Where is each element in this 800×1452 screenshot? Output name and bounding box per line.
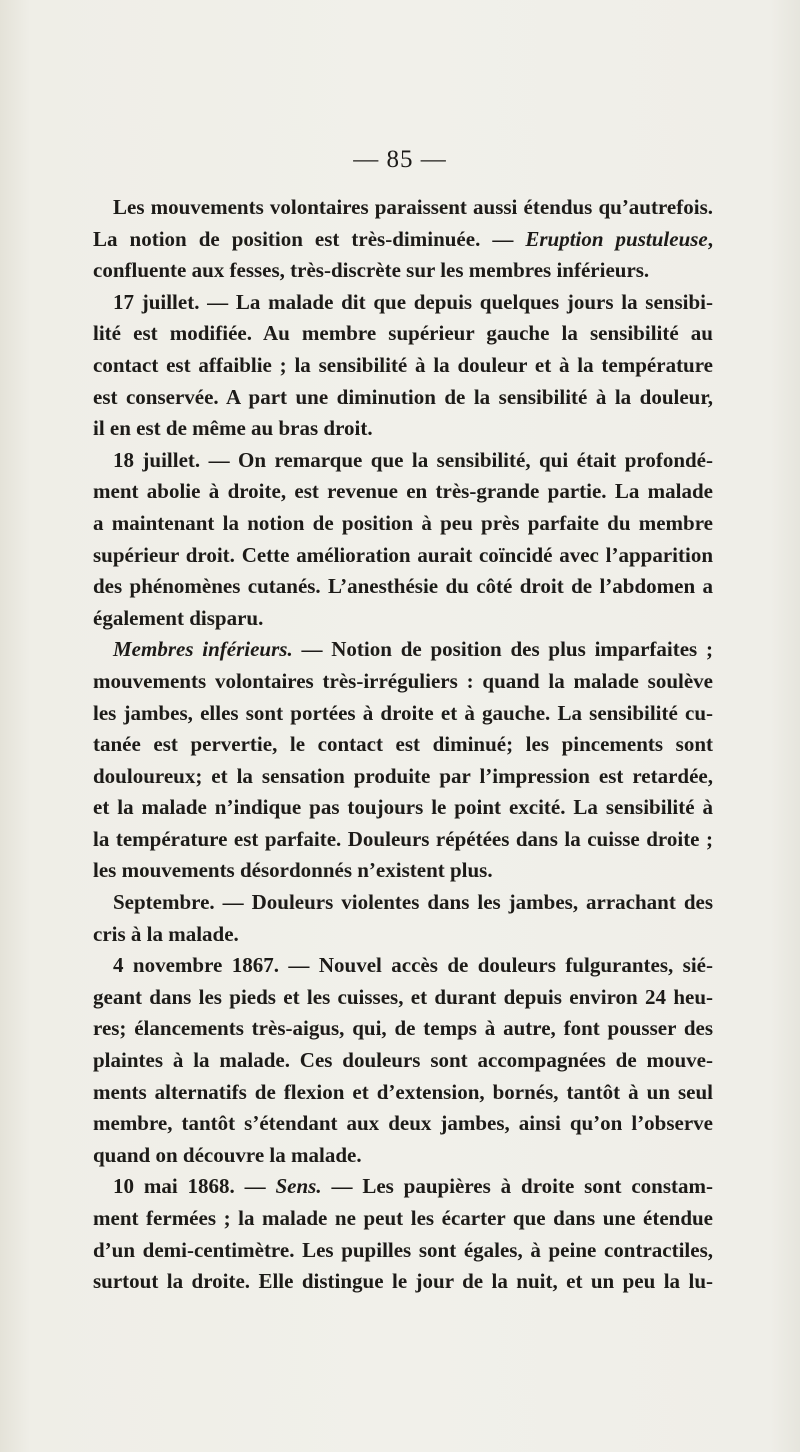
text-line (93, 350, 713, 382)
text-line (93, 919, 713, 951)
text-line (93, 1140, 713, 1172)
text-line (93, 445, 713, 477)
text-line (93, 761, 713, 793)
text-line (93, 698, 713, 730)
text-line (93, 1108, 713, 1140)
italic-term: Sens. (275, 1174, 322, 1199)
text-line (93, 318, 713, 350)
text-line (93, 729, 713, 761)
text-line-content: res; élancements très-aigus, qui, de temps à autre, font pousser des (93, 1016, 713, 1041)
text-line-content: ment fermées ; la malade ne peut les écarter que dans une étendue (93, 1206, 713, 1230)
text-line-content: 17 juillet. — La malade dit que depuis quelques jours la sensibi- (113, 289, 713, 314)
text-line-content: Septembre. — Douleurs violentes dans les jambes, arrachant des (113, 890, 713, 915)
text-line (93, 1045, 713, 1077)
text-line (93, 950, 713, 982)
text-line-content: plaintes à la malade. Ces douleurs sont accompagnées de mouve- (93, 1048, 713, 1073)
text-line (93, 1266, 713, 1298)
text-line (93, 634, 713, 666)
text-line (93, 855, 713, 887)
text-line-continuation: — Les paupières à droite sont constam- (321, 1174, 713, 1199)
text-line (93, 1203, 713, 1235)
text-line (93, 1171, 713, 1203)
text-line (93, 792, 713, 824)
text-line-content: a maintenant la notion de position à peu près parfaite du membre (93, 510, 713, 535)
text-line-content: ments alternatifs de flexion et d’extension, bornés, tantôt à un seul (93, 1079, 713, 1104)
text-line (93, 382, 713, 414)
text-line (93, 603, 713, 635)
text-line-content: 18 juillet. — On remarque que la sensibilité, qui était profondé- (113, 447, 713, 472)
text-line (93, 413, 713, 445)
text-line (93, 1013, 713, 1045)
text-line (93, 982, 713, 1014)
text-line-content: les mouvements désordonnés n’existent plus. (93, 858, 493, 883)
text-line (93, 887, 713, 919)
text-line (93, 192, 713, 224)
text-line-content: est conservée. A part une diminution de la sensibilité à la douleur, (93, 384, 713, 409)
text-line-content: douloureux; et la sensation produite par l’impression est retardée, (93, 763, 713, 788)
italic-term: Membres inférieurs. (113, 637, 293, 662)
text-line (93, 571, 713, 603)
page-number: — 85 — (353, 146, 447, 173)
text-line-content: geant dans les pieds et les cuisses, et durant depuis environ 24 heu- (93, 984, 713, 1009)
text-line-content: d’un demi-centimètre. Les pupilles sont égales, à peine contractiles, (93, 1237, 713, 1262)
text-line-continuation: — Notion de position des plus imparfaites ; (292, 637, 713, 662)
text-line-content: 10 mai 1868. — (113, 1174, 276, 1199)
text-line-content: supérieur droit. Cette amélioration aurait coïncidé avec l’apparition (93, 542, 713, 567)
text-line (93, 540, 713, 572)
text-line (93, 1235, 713, 1267)
text-line-content: La notion de position est très-diminuée. — (93, 226, 526, 251)
text-line-content: tanée est pervertie, le contact est diminué; les pincements sont (93, 732, 713, 757)
text-line-content: les jambes, elles sont portées à droite et à gauche. La sensibilité cu- (93, 700, 713, 725)
text-line-content: également disparu. (93, 605, 264, 630)
text-line-content: contact est affaiblie ; la sensibilité à la douleur et à la température (93, 352, 713, 377)
text-line-content: surtout la droite. Elle distingue le jour de la nuit, et un peu la lu- (93, 1269, 713, 1294)
text-line (93, 508, 713, 540)
text-line (93, 476, 713, 508)
text-line-content: la température est parfaite. Douleurs répétées dans la cuisse droite ; (93, 826, 713, 851)
text-line-content: cris à la malade. (93, 921, 239, 946)
text-line (93, 224, 713, 256)
text-line-content: 4 novembre 1867. — Nouvel accès de douleurs fulgurantes, sié- (113, 953, 713, 978)
text-line (93, 255, 713, 287)
text-line (93, 666, 713, 698)
text-line-continuation: , (707, 226, 714, 251)
text-line-content: des phénomènes cutanés. L’anesthésie du côté droit de l’abdomen a (93, 574, 713, 599)
text-line-content: lité est modifiée. Au membre supérieur gauche la sensibilité au (93, 321, 713, 346)
text-line (93, 287, 713, 319)
text-line-content: ment abolie à droite, est revenue en très-grande partie. La malade (93, 479, 713, 504)
text-line-content: confluente aux fesses, très-discrète sur les membres inférieurs. (93, 258, 650, 283)
text-line-content: mouvements volontaires très-irréguliers : quand la malade soulève (93, 668, 713, 693)
text-line (93, 1077, 713, 1109)
text-line-content: membre, tantôt s’étendant aux deux jambes, ainsi qu’on l’observe (93, 1111, 713, 1136)
italic-term: Eruption pustuleuse (525, 226, 708, 251)
text-line-content: Les mouvements volontaires paraissent aussi étendus qu’autrefois. (113, 195, 713, 219)
text-line-content: quand on découvre la malade. (93, 1142, 362, 1167)
text-line-content: et la malade n’indique pas toujours le point excité. La sensibilité à (93, 795, 713, 820)
text-line (93, 824, 713, 856)
text-line-content: il en est de même au bras droit. (93, 416, 373, 441)
body-text (93, 192, 713, 1298)
